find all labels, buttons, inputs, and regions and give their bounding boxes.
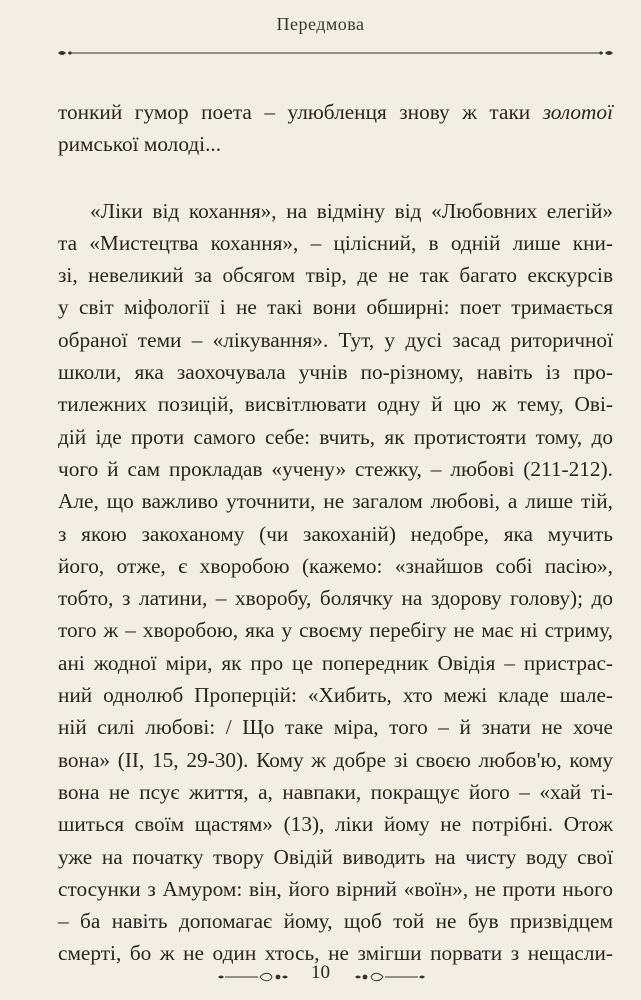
- text-segment: тонкий гумор поета – улюбленця знову ж таки: [58, 100, 543, 124]
- text-line: смерті, бо ж не один хтось, не змігши порвати з нещасли-: [58, 941, 613, 966]
- text-line: з якою закоханому (чи закоханій) недобре, яка мучить: [58, 521, 613, 546]
- italic-word: золотої: [542, 100, 613, 124]
- text-line: [58, 96, 613, 128]
- text-line: у світ міфології і не такі вони обширні: поет тримається: [58, 295, 613, 320]
- text-line: ані жодної міри, як про це попередник Овідія – пристрас-: [58, 650, 613, 675]
- text-line: школи, яка заохочувала учнів по-різному, навіть із про-: [58, 360, 613, 385]
- text-line: римської молоді...: [58, 132, 222, 157]
- body-text: [58, 96, 613, 970]
- text-line: та «Мистецтва кохання», – цілісний, в одній лише кни-: [58, 230, 613, 255]
- text-line: дій іде проти самого себе: вчить, як протистояти тому, до: [58, 424, 613, 449]
- text-line: його, отже, є хворобою (кажемо: «знайшов собі пасію»,: [58, 553, 613, 578]
- text-line: «Ліки від кохання», на відміну від «Любовних елегій»: [90, 198, 613, 223]
- text-line: вона» (II, 15, 29-30). Кому ж добре зі своєю любов'ю, кому: [58, 747, 613, 772]
- text-line: чого й сам прокладав «учену» стежку, – любові (211-212).: [58, 456, 613, 481]
- page-number: 10: [311, 962, 330, 983]
- text-line: уже на початку твору Овідій виводить на чисту воду свої: [58, 844, 613, 869]
- page-footer: [0, 962, 641, 992]
- header-title: Передмова: [276, 14, 365, 34]
- text-line: ний однолюб Проперцій: «Хибить, хто межі кладе шале-: [58, 683, 613, 708]
- text-line: Але, що важливо уточнити, не загалом любові, а лише тій,: [58, 489, 613, 514]
- text-line: шиться своїм щастям» (13), ліки йому не потрібні. Отож: [58, 812, 613, 837]
- text-line: вона не псує життя, а, навпаки, покращує його – «хай ті-: [58, 779, 613, 804]
- ornament-rule-icon: [58, 48, 613, 58]
- paragraph-gap: [58, 161, 613, 195]
- text-line: зі, невеликий за обсягом твір, де не так багато екскурсів: [58, 263, 613, 288]
- text-line: тилежних позицій, висвітлювати одну й цю ж тему, Ові-: [58, 392, 613, 417]
- text-line: того ж – хворобою, яка у своєму перебігу не має ні стриму,: [58, 618, 613, 643]
- running-header: [0, 14, 641, 35]
- text-line: – ба навіть допомагає йому, щоб той не був призвідцем: [58, 909, 613, 934]
- text-line: обраної теми – «лікування». Тут, у дусі засад риторичної: [58, 327, 613, 352]
- text-line: тобто, з латини, – хворобу, болячку на здорову голову); до: [58, 586, 613, 611]
- text-line: ній силі любові: / Що таке міра, того – й знати не хоче: [58, 715, 613, 740]
- text-line: стосунки з Амуром: він, його вірний «воїн», не проти нього: [58, 876, 613, 901]
- footer-ornament-right-icon: [355, 972, 425, 982]
